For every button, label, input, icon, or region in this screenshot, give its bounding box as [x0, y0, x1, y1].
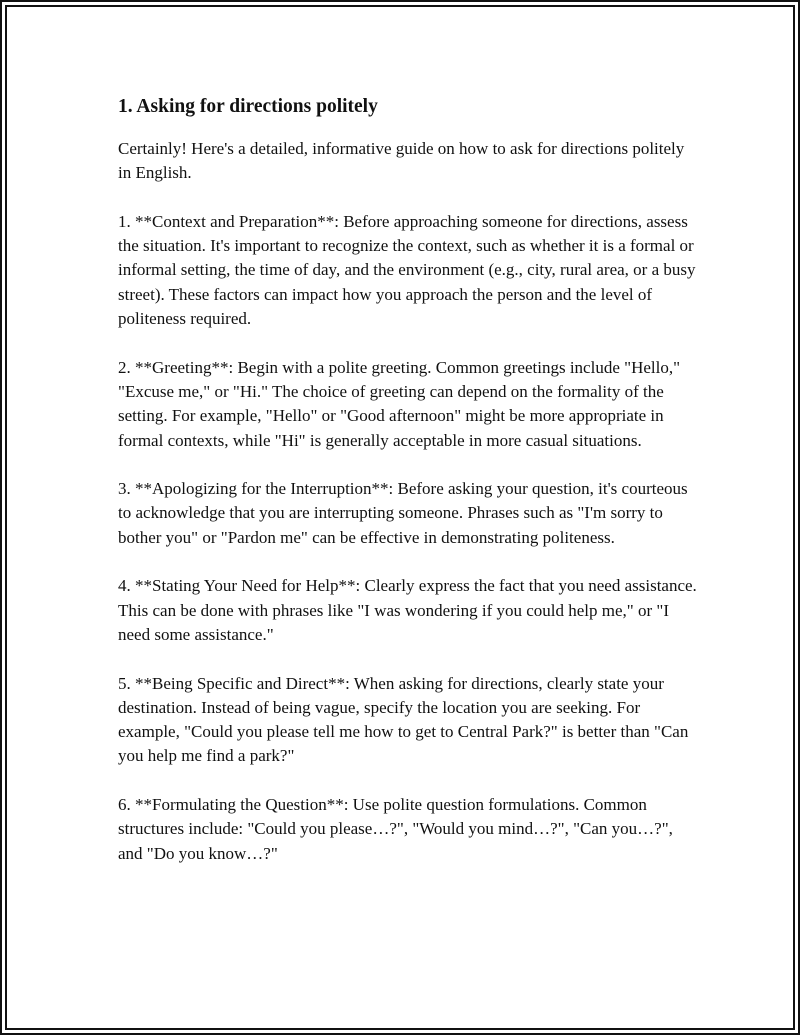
paragraph-apologizing: 3. **Apologizing for the Interruption**: Before asking your question, it's courteous to acknowledge that you are interrupting someone. Phrases such as "I'm sorry to bother you" or "Pardon me" can be effective in demonstrating politeness. — [118, 479, 688, 547]
document-body — [118, 93, 698, 890]
intro-paragraph: Certainly! Here's a detailed, informative guide on how to ask for directions politely in English. — [118, 139, 685, 183]
paragraph-being-specific: 5. **Being Specific and Direct**: When asking for directions, clearly state your destination. Instead of being vague, specify the location you are seeking. For example, "Could you please tell me how to get to Central Park?" is better than "Can you help me find a park?" — [118, 673, 689, 766]
document-title: 1. Asking for directions politely — [118, 96, 378, 117]
paragraph-context-preparation: 1. **Context and Preparation**: Before approaching someone for directions, assess the situation. It's important to recognize the context, such as whether it is a formal or informal setting, the time of day, and the environment (e.g., city, rural area, or a busy street). These factors can impact how you approach the person and the level of politeness required. — [118, 211, 696, 329]
paragraph-stating-need: 4. **Stating Your Need for Help**: Clearly express the fact that you need assistance. This can be done with phrases like "I was wondering if you could help me," or "I need some assistance." — [118, 576, 697, 644]
paragraph-greeting: 2. **Greeting**: Begin with a polite greeting. Common greetings include "Hello," "Excuse me," or "Hi." The choice of greeting can depend on the formality of the setting. For example, "Hello" or "Good afternoon" might be more appropriate in formal contexts, while "Hi" is generally acceptable in more casual situations. — [118, 357, 681, 450]
paragraph-formulating-question: 6. **Formulating the Question**: Use polite question formulations. Common structures include: "Could you please…?", "Would you mind…?", "Can you…?", and "Do you know…?" — [118, 795, 673, 863]
